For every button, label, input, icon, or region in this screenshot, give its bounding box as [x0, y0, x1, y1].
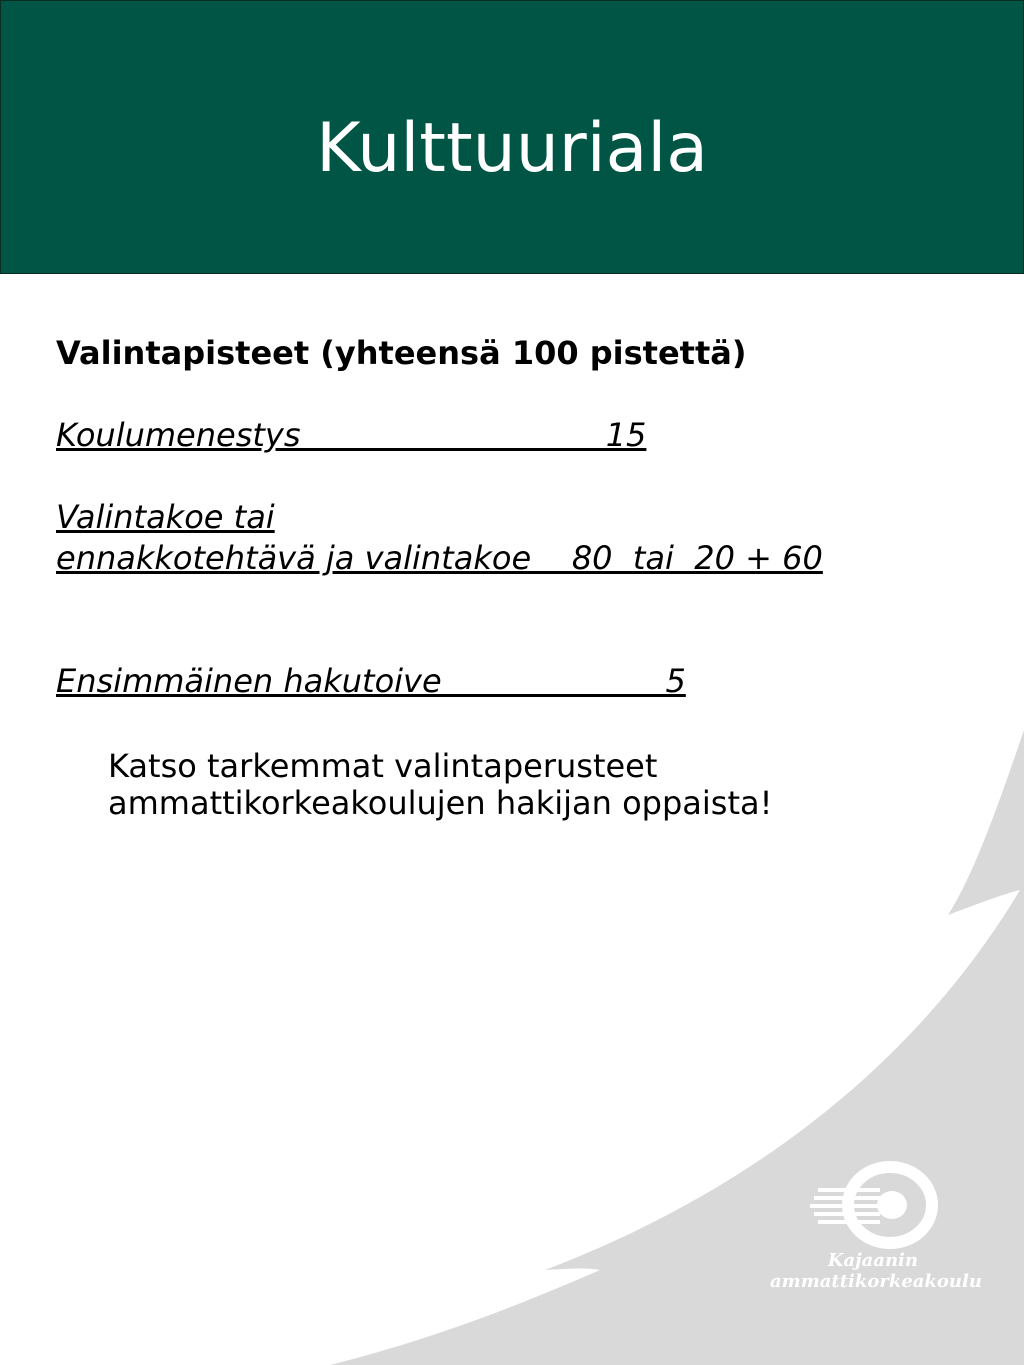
row-valintakoe-line2: ennakkotehtävä ja valintakoe 80 tai 20 + 60 [56, 539, 823, 577]
logo-text-line-2: ammattikorkeakoulu [770, 1271, 982, 1292]
kamk-logo-text [770, 1250, 980, 1292]
slide-title: Kulttuuriala [316, 109, 708, 188]
info-note [108, 748, 772, 822]
info-note-line-1: Katso tarkemmat valintaperusteet [108, 747, 658, 785]
row-valintakoe-line1: Valintakoe tai [56, 498, 275, 536]
row-hakutoive: Ensimmäinen hakutoive 5 [56, 662, 686, 700]
info-note-line-2: ammattikorkeakoulujen hakijan oppaista! [108, 784, 773, 822]
row-koulumenestys: Koulumenestys 15 [56, 416, 647, 454]
logo-text-line-1: Kajaanin [827, 1250, 918, 1271]
points-heading: Valintapisteet (yhteensä 100 pistettä) [56, 334, 747, 372]
title-banner [0, 0, 1024, 274]
